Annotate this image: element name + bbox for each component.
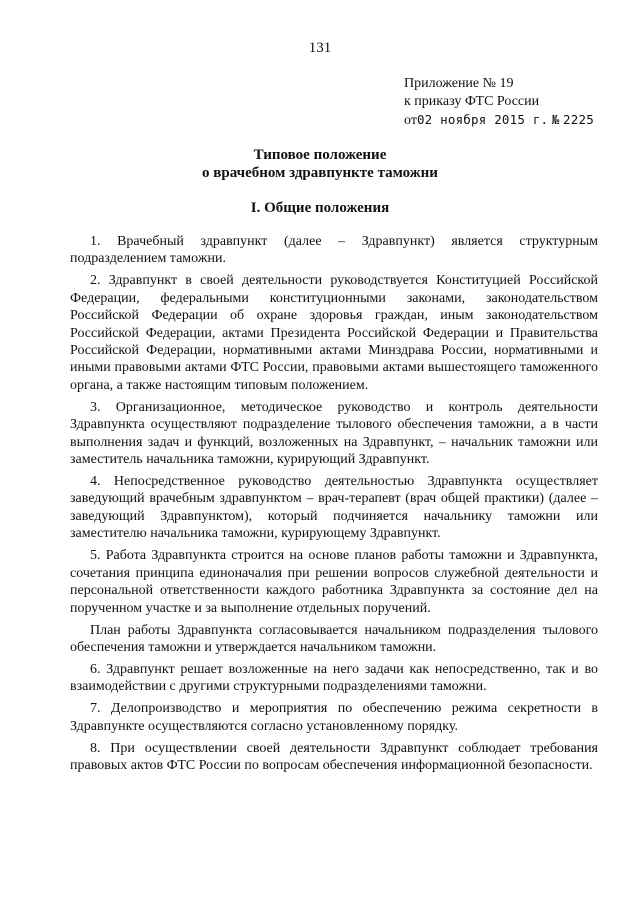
appendix-line-3 bbox=[404, 111, 594, 130]
title-line-2: о врачебном здравпункте таможни bbox=[202, 165, 438, 181]
appendix-line-1: Приложение № 19 bbox=[404, 76, 514, 91]
title-line-1: Типовое положение bbox=[253, 147, 387, 163]
paragraph: 7. Делопроизводство и мероприятия по обеспечению режима секретности в Здравпункте осуществляются согласно установленному порядку. bbox=[70, 701, 598, 734]
paragraph: 3. Организационное, методическое руководство и контроль деятельности Здравпункта осуществляют подразделение тылового обеспечения таможни, а в части выполнения задач и функций, возложенных на Здравпункт, – начальник таможни или заместитель начальника таможни, курирующий Здравпункт. bbox=[70, 399, 598, 468]
document-title bbox=[0, 146, 640, 182]
section-title: I. Общие положения bbox=[250, 200, 390, 216]
number-sign: № bbox=[551, 112, 560, 127]
paragraph: 6. Здравпункт решает возложенные на него задачи как непосредственно, так и во взаимодействии с другими структурными подразделениями таможни. bbox=[70, 661, 598, 695]
appendix-line-2: к приказу ФТС России bbox=[404, 94, 540, 109]
order-number: 2225 bbox=[563, 112, 594, 127]
page-number: 131 bbox=[308, 40, 332, 56]
paragraph: 8. При осуществлении своей деятельности Здравпункт соблюдает требования правовых актов ФТС России по вопросам обеспечения информационной безопасности. bbox=[70, 740, 598, 774]
appendix-block bbox=[404, 75, 594, 130]
paragraph: 2. Здравпункт в своей деятельности руководствуется Конституцией Российской Федерации, федеральными конституционными законами, законодательством Российской Федерации об охране здоровья граждан, иным законодательством Российской Федерации, актами Президента Российской Федерации и Правительства Российской Федерации, нормативными актами Минздрава России, нормативными и иными правовыми актами ФТС России, правовыми актами вышестоящего таможенного органа, а также настоящим типовым положением. bbox=[70, 273, 598, 393]
document-body bbox=[70, 233, 598, 779]
order-date: 02 ноября 2015 г. bbox=[416, 112, 549, 127]
paragraph: 5. Работа Здравпункта строится на основе планов работы таможни и Здравпункта, сочетания принципа единоначалия при решении вопросов служебной деятельности и персональной ответственности каждого работника Здравпункта за состояние дел на порученном участке и за выполнение отдельных поручений. bbox=[70, 548, 598, 616]
paragraph: 1. Врачебный здравпункт (далее – Здравпункт) является структурным подразделением таможни. bbox=[70, 234, 598, 267]
paragraph: 4. Непосредственное руководство деятельностью Здравпункта осуществляет заведующий врачебным здравпунктом – врач-терапевт (врач общей практики) (далее – заведующий Здравпунктом), который подчиняется начальнику таможни или заместителю начальника таможни, курирующему Здравпункт. bbox=[70, 474, 598, 542]
appendix-from: от bbox=[404, 113, 417, 128]
paragraph: План работы Здравпункта согласовывается начальником подразделения тылового обеспечения таможни и утверждается начальником таможни. bbox=[70, 622, 598, 655]
